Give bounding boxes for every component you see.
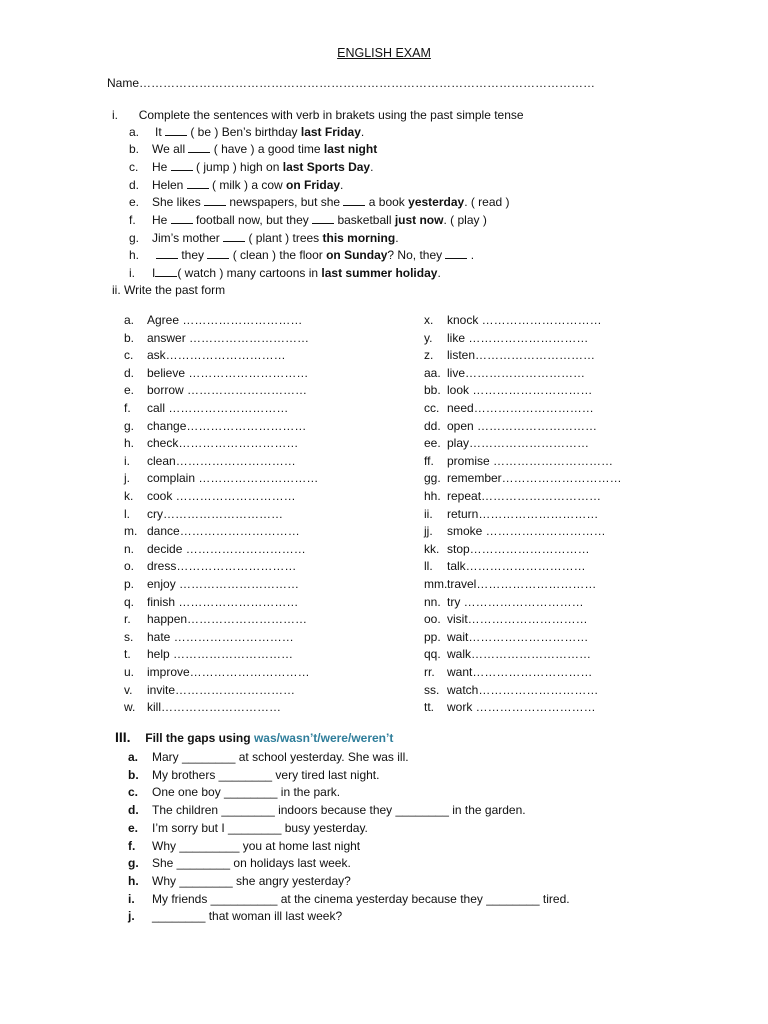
verb-label: cc. [424,401,440,415]
s1-text: basketball [334,213,395,227]
s1-text: ( milk ) a cow [208,178,287,192]
s1-text: they [178,248,208,262]
verb-item[interactable] [124,489,296,503]
s1-item-d [129,177,343,192]
verb-text: answer ………………………… [147,330,310,345]
gap-item[interactable] [128,856,351,870]
answer-blank[interactable] [312,212,334,224]
verb-item[interactable] [124,419,306,433]
verb-text: visit………………………… [447,612,588,627]
verb-item[interactable] [124,630,294,644]
verb-item[interactable] [424,595,584,609]
verb-label: hh. [424,489,441,503]
s1-item-b [129,141,377,156]
gap-text: Mary ________ at school yesterday. She was ill. [152,750,409,764]
verb-item[interactable] [424,366,585,380]
verb-item[interactable] [124,348,286,362]
verb-text: dress………………………… [147,559,297,574]
verb-item[interactable] [424,577,596,591]
answer-blank[interactable] [165,124,187,136]
verb-text: finish ………………………… [147,594,299,609]
s1-item-f [129,212,487,227]
answer-blank[interactable] [156,247,178,259]
verb-item[interactable] [124,471,318,485]
s1-label: a. [129,125,140,139]
verb-item[interactable] [124,383,307,397]
s1-bold: just now [394,213,444,227]
gap-label: b. [128,767,139,782]
s1-text: newspapers, but she [226,195,344,209]
section-3-instruction: Fill the gaps using [145,731,254,745]
verb-item[interactable] [424,419,597,433]
verb-item[interactable] [124,436,298,450]
answer-blank[interactable] [155,265,177,277]
gap-text: Why _________ you at home last night [152,838,361,853]
gap-label: f. [128,838,136,853]
s1-text: ( be ) Ben’s birthday [187,125,301,139]
section-1-instruction: Complete the sentences with verb in brakets using the past simple tense [138,108,524,122]
verb-text: cry………………………… [147,506,283,521]
gap-item[interactable] [128,839,360,853]
verb-text: return………………………… [447,506,599,521]
verb-text: look ………………………… [447,383,593,398]
s1-text: ( watch ) many cartoons in [177,266,322,280]
verb-text: like ………………………… [447,330,589,345]
section-3-number: III. [115,729,131,745]
gap-item[interactable] [128,768,379,782]
gap-item[interactable] [128,909,342,923]
s1-text: . [467,248,475,262]
verb-text: hate ………………………… [147,629,294,644]
gap-item[interactable] [128,750,409,764]
gap-label: e. [128,820,139,835]
name-line[interactable]: Name…………………………………………………………………………………………………… [107,76,596,90]
s1-label: e. [129,195,140,209]
verb-text: invite………………………… [147,682,296,697]
verb-item[interactable] [424,683,598,697]
answer-blank[interactable] [343,194,365,206]
verb-item[interactable] [424,454,613,468]
verb-label: k. [124,489,134,503]
verb-label: kk. [424,541,440,556]
gap-item[interactable] [128,892,570,906]
verb-text: live………………………… [447,365,586,380]
verb-text: talk………………………… [447,559,586,574]
s1-label: c. [129,160,139,174]
verb-item[interactable] [124,647,293,661]
verb-item[interactable] [424,401,594,415]
section-1-header [112,108,524,122]
verb-item[interactable] [424,436,589,450]
answer-blank[interactable] [445,247,467,259]
verb-item[interactable] [424,383,592,397]
gap-text: One one boy ________ in the park. [152,785,341,800]
answer-blank[interactable] [187,177,209,189]
answer-blank[interactable] [188,141,210,153]
verb-item[interactable] [124,612,307,626]
verb-text: kill………………………… [147,700,281,715]
gap-item[interactable] [128,874,351,888]
verb-text: enjoy ………………………… [147,577,300,591]
verb-text: change………………………… [147,418,307,433]
verb-text: need………………………… [447,401,594,415]
verb-text: call ………………………… [147,401,289,415]
verb-text: wait………………………… [447,629,589,644]
verb-item[interactable] [424,489,601,503]
verb-label: o. [124,559,135,574]
verb-item[interactable] [124,700,281,714]
s1-label: i. [129,266,135,280]
s1-bold: last Friday [300,125,361,139]
verb-label: ff. [424,453,434,468]
verb-label: pp. [424,629,441,644]
s1-text: We all [152,142,189,156]
verb-text: listen………………………… [447,348,596,363]
verb-text: happen………………………… [147,612,308,627]
s1-text: . ( read ) [464,195,510,209]
verb-text: clean………………………… [147,453,296,468]
s1-text: . [360,125,365,139]
verb-label: p. [124,577,135,591]
verb-label: v. [124,682,133,697]
verb-text: open ………………………… [447,418,598,433]
verb-text: complain ………………………… [147,471,319,486]
s1-bold: this morning [322,231,396,245]
s1-label: b. [129,142,140,156]
verb-text: borrow ………………………… [147,383,308,398]
verb-label: ii. [424,506,433,521]
s1-text: . [340,178,344,192]
s1-bold: on Sunday [326,248,388,262]
gap-label: h. [128,873,139,888]
s1-label: h. [129,248,140,262]
verb-item[interactable] [124,524,300,538]
gap-label: d. [128,803,139,818]
verb-text: repeat………………………… [447,489,602,503]
verb-label: gg. [424,471,441,486]
verb-text: work ………………………… [447,700,596,715]
section-1-number: i. [112,108,118,122]
verb-label: jj. [424,524,433,539]
s1-text: Jim’s mother [152,231,224,245]
gap-label: g. [128,856,139,871]
gap-text: ________ that woman ill last week? [152,909,343,924]
verb-label: tt. [424,700,435,715]
s1-bold: last Sports Day [282,160,371,174]
s1-label: g. [129,231,140,245]
verb-label: f. [124,401,131,415]
verb-label: nn. [424,594,441,609]
gap-item[interactable] [128,821,368,835]
gap-item[interactable] [128,803,526,817]
verb-label: z. [424,348,434,363]
verb-label: t. [124,647,131,662]
s1-bold: last night [323,142,378,156]
verb-text: knock ………………………… [447,313,602,327]
verb-item[interactable] [124,507,283,521]
s1-text: I [152,266,156,280]
answer-blank[interactable] [171,212,193,224]
verb-label: i. [124,453,130,468]
s1-text: He [152,213,171,227]
gap-text: My friends __________ at the cinema yesterday because they ________ tired. [152,891,570,906]
section-2-instruction: Write the past form [124,283,226,297]
verb-label: s. [124,629,134,644]
verb-label: m. [124,524,138,539]
s1-item-g [129,230,399,245]
verb-label: y. [424,330,433,345]
verb-item[interactable] [424,313,602,327]
s1-bold: last summer holiday [321,266,438,280]
s1-text: She likes [152,195,205,209]
s1-bold: on Friday [286,178,341,192]
verb-item[interactable] [424,700,596,714]
verb-item[interactable] [424,542,590,556]
verb-item[interactable] [424,612,588,626]
verb-item[interactable] [424,507,598,521]
verb-item[interactable] [124,595,298,609]
verb-label: q. [124,594,135,609]
s1-text: . [395,231,399,245]
section-3-header [115,729,393,745]
verb-label: rr. [424,665,435,679]
verb-label: d. [124,365,135,380]
verb-text: travel………………………… [447,577,597,591]
gap-label: a. [128,750,139,764]
verb-item[interactable] [124,577,299,591]
verb-label: x. [424,313,434,327]
gap-text: I’m sorry but I ________ busy yesterday. [152,820,368,835]
s1-bold: yesterday [408,195,465,209]
verb-item[interactable] [124,454,296,468]
verb-item[interactable] [124,366,308,380]
verb-item[interactable] [424,630,588,644]
exam-title: ENGLISH EXAM [337,46,431,60]
verb-item[interactable] [124,559,296,573]
verb-text: promise ………………………… [447,453,614,468]
verb-text: try ………………………… [447,594,584,609]
verb-label: dd. [424,418,441,433]
verb-label: w. [124,700,136,715]
s1-item-a [129,124,364,139]
verb-text: walk………………………… [447,647,592,662]
verb-label: r. [124,612,131,627]
verb-text: Agree ………………………… [147,313,303,327]
answer-blank[interactable] [223,230,245,242]
s1-text: . ( play ) [443,213,487,227]
verb-text: cook ………………………… [147,489,296,503]
section-2-header [112,283,225,297]
s1-text: ( clean ) the floor [229,248,327,262]
verb-item[interactable] [424,331,588,345]
s1-label: f. [129,213,136,227]
answer-blank[interactable] [204,194,226,206]
verb-label: bb. [424,383,441,398]
s1-text: ( jump ) high on [192,160,283,174]
verb-label: l. [124,506,130,521]
verb-item[interactable] [124,331,309,345]
verb-text: play………………………… [447,436,590,451]
s1-text: Helen [152,178,187,192]
verb-text: smoke ………………………… [447,524,606,539]
verb-text: believe ………………………… [147,365,309,380]
verb-label: b. [124,330,135,345]
verb-item[interactable] [124,542,306,556]
s1-label: d. [129,178,140,192]
s1-item-i [129,265,441,280]
verb-item[interactable] [424,348,595,362]
verb-item[interactable] [424,559,586,573]
gap-label: j. [128,909,135,924]
verb-text: watch………………………… [447,682,599,697]
s1-text: . [370,160,374,174]
gap-label: i. [128,891,135,906]
verb-label: h. [124,436,135,451]
verb-label: n. [124,541,135,556]
verb-label: qq. [424,647,441,662]
verb-text: stop………………………… [447,541,590,556]
s1-text: ( have ) a good time [210,142,324,156]
verb-text: help ………………………… [147,647,294,662]
verb-text: check………………………… [147,436,299,451]
gap-text: Why ________ she angry yesterday? [152,873,351,888]
section-2-number: ii. [112,283,121,297]
verb-text: ask………………………… [147,348,286,363]
answer-blank[interactable] [171,159,193,171]
verb-item[interactable] [124,665,310,679]
verb-label: j. [124,471,130,486]
verb-item[interactable] [424,647,591,661]
gap-text: The children ________ indoors because they ________ in the garden. [152,803,526,818]
verb-text: decide ………………………… [147,541,306,556]
verb-item[interactable] [124,401,288,415]
gap-label: c. [128,785,139,800]
verb-item[interactable] [424,471,622,485]
section-3-highlight: was/wasn’t/were/weren’t [253,731,394,745]
gap-text: She ________ on holidays last week. [152,856,351,871]
verb-text: dance………………………… [147,524,300,539]
verb-item[interactable] [424,524,606,538]
gap-item[interactable] [128,785,340,799]
verb-label: e. [124,383,135,398]
verb-label: c. [124,348,134,363]
verb-item[interactable] [124,683,295,697]
verb-label: oo. [424,612,441,627]
verb-label: ss. [424,682,440,697]
s1-item-c [129,159,373,174]
verb-label: u. [124,665,135,679]
verb-label: ee. [424,436,441,451]
s1-text: football now, but they [192,213,313,227]
verb-item[interactable] [124,313,302,327]
s1-text: . [437,266,441,280]
s1-item-e [129,194,510,209]
s1-text: It [155,125,166,139]
gap-text: My brothers ________ very tired last night. [152,767,380,782]
verb-label: aa. [424,365,441,380]
s1-text: ( plant ) trees [245,231,323,245]
verb-label: a. [124,313,135,327]
s1-text: He [152,160,171,174]
verb-text: remember………………………… [447,471,622,486]
verb-text: improve………………………… [147,665,310,679]
answer-blank[interactable] [207,247,229,259]
verb-label: mm. [424,577,448,591]
s1-text: ? No, they [387,248,446,262]
verb-label: ll. [424,559,433,574]
verb-text: want………………………… [447,665,593,679]
s1-text: a book [365,195,409,209]
verb-label: g. [124,418,135,433]
verb-item[interactable] [424,665,592,679]
s1-item-h [129,247,474,262]
